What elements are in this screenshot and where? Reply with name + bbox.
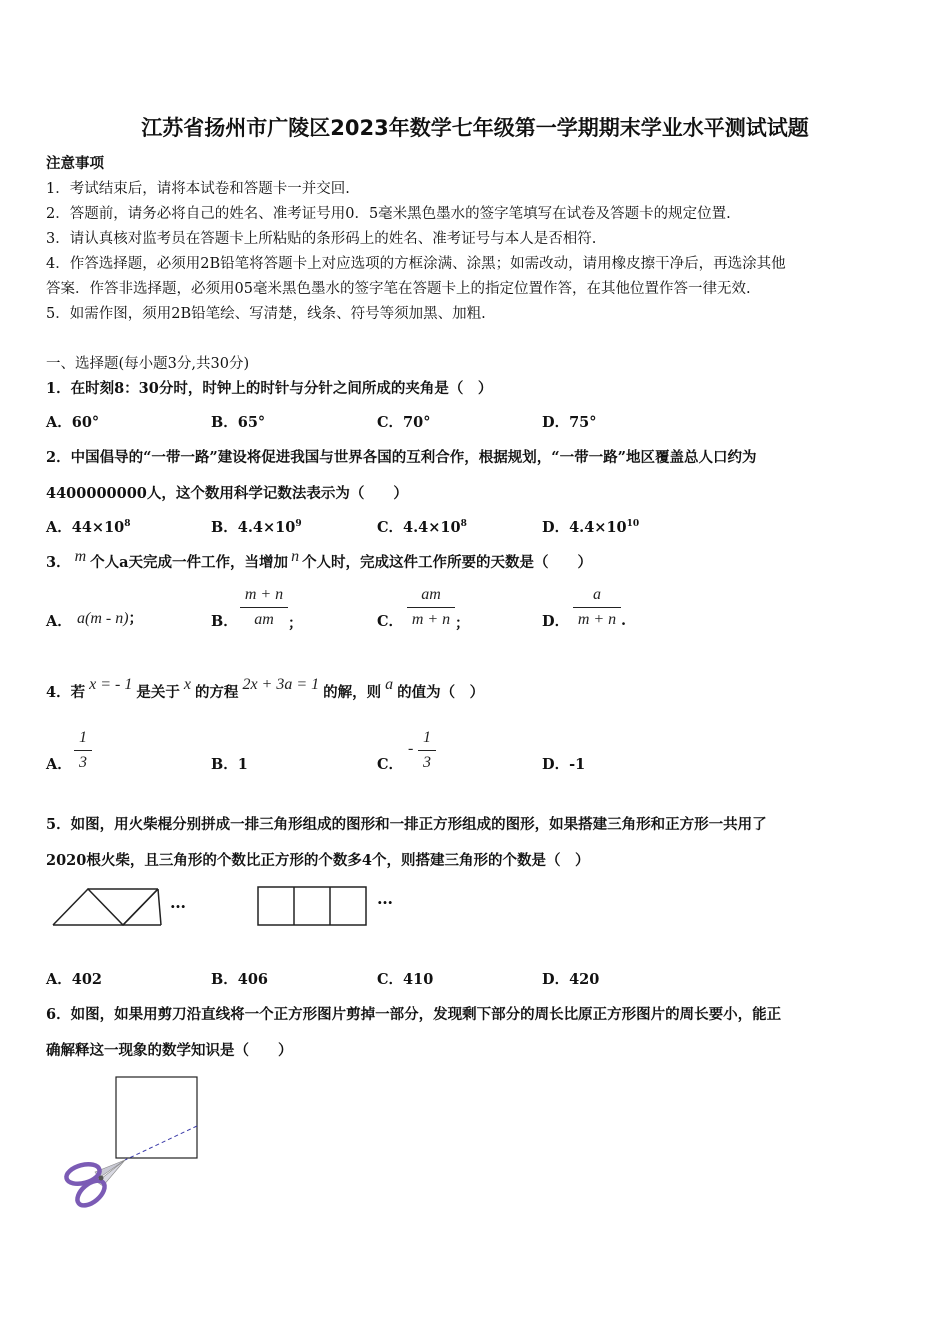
section-heading: 一、选择题(每小题3分,共30分) <box>46 356 250 372</box>
q3-var-n: n <box>291 548 300 565</box>
q3-option-d-label: D． <box>542 613 570 630</box>
q5-option-c: C．410 <box>377 971 434 988</box>
q4-eq1: x = - 1 <box>89 676 133 693</box>
q3-var-m: m <box>74 548 87 565</box>
q3-option-c-sep: ； <box>455 615 470 632</box>
q6-stem-line2: 确解释这一现象的数学知识是（ ） <box>46 1042 293 1059</box>
q3-option-b-label: B． <box>211 613 238 630</box>
q1-option-c: C．70° <box>377 414 431 431</box>
notice-item-1: 1．考试结束后，请将本试卷和答题卡一并交回. <box>46 181 350 197</box>
q5-stem-line1: 5．如图，用火柴棍分别拼成一排三角形组成的图形和一排正方形组成的图形，如果搭建三角形和正方形一共用了 <box>46 816 767 833</box>
page-title: 江苏省扬州市广陵区2023年数学七年级第一学期期末学业水平测试试题 <box>141 116 809 140</box>
scissors-icon <box>64 1160 125 1210</box>
q2-stem-line1: 2．中国倡导的“一带一路”建设将促进我国与世界各国的互利合作，根据规划，“一带一路”地区覆盖总人口约为 <box>46 449 757 466</box>
q4-option-a-fraction: 1 3 <box>74 728 92 773</box>
q1-option-b: B．65° <box>211 414 266 431</box>
q3-option-d-end: . <box>621 612 627 629</box>
q4-option-a-label: A． <box>46 756 72 773</box>
notice-item-3: 3．请认真核对监考员在答题卡上所粘贴的条形码上的姓名、准考证号与本人是否相符. <box>46 231 597 247</box>
q5-option-b: B．406 <box>211 971 269 988</box>
q3-option-c-label: C． <box>377 613 404 630</box>
q3-option-b-fraction: m + n am <box>240 585 288 630</box>
q5-option-a: A．402 <box>46 971 103 988</box>
q4-option-c-minus: - <box>408 740 414 757</box>
q4-option-c-fraction: 1 3 <box>418 728 436 773</box>
q3-option-d-fraction: a m + n <box>573 585 621 630</box>
notice-item-2: 2．答题前，请务必将自己的姓名、准考证号用0．5毫米黑色墨水的签字笔填写在试卷及答题卡的规定位置. <box>46 206 731 222</box>
q4-stem: 4．若 x = - 1 是关于 x 的方程 2x + 3a = 1 的解，则 a 的值为（ ） <box>46 676 485 701</box>
square-cut-figure <box>55 1074 205 1214</box>
q4-option-c-label: C． <box>377 756 404 773</box>
q5-stem-line2: 2020根火柴，且三角形的个数比正方形的个数多4个，则搭建三角形的个数是（ ） <box>46 852 590 869</box>
q2-stem-line2: 4400000000人，这个数用科学记数法表示为（ ） <box>46 485 408 502</box>
q2-option-c: C．$4.4\times 10^8$ <box>377 519 467 536</box>
q3-option-a-label: A． <box>46 613 72 630</box>
q4-option-d: D．-1 <box>542 756 586 773</box>
square-matchstick-figure <box>256 885 368 927</box>
notice-item-4-cont: 答案．作答非选择题，必须用05毫米黑色墨水的签字笔在答题卡上的指定位置作答，在其他位置作答一律无效. <box>46 281 751 297</box>
notice-item-5: 5．如需作图，须用2B铅笔绘、写清楚，线条、符号等须加黑、加粗. <box>46 306 486 322</box>
square-ellipsis: … <box>377 889 393 908</box>
q3-option-a: a(m - n)； <box>77 610 144 627</box>
q4-eq2: 2x + 3a = 1 <box>242 676 320 693</box>
triangle-ellipsis: … <box>170 893 186 912</box>
q4-option-b: B．1 <box>211 756 248 773</box>
q6-stem-line1: 6．如图，如果用剪刀沿直线将一个正方形图片剪掉一部分，发现剩下部分的周长比原正方形图片的周长要小，能正 <box>46 1006 782 1023</box>
q2-option-a: A．$44\times 10^8$ <box>46 519 131 536</box>
notice-heading: 注意事项 <box>46 155 104 172</box>
q1-stem: 1．在时刻8：30分时，时钟上的时针与分针之间所成的夹角是（ ） <box>46 380 493 397</box>
q3-stem: 3． m 个人a天完成一件工作，当增加 n 个人时，完成这件工作所要的天数是（ ） <box>46 548 593 571</box>
q4-var-x: x <box>183 676 191 693</box>
q3-option-b-sep: ； <box>288 615 303 632</box>
q2-option-d: D．$4.4\times 10^{10}$ <box>542 519 640 536</box>
q1-option-d: D．75° <box>542 414 597 431</box>
q4-var-a: a <box>385 676 394 693</box>
q2-option-b: B．$4.4\times 10^9$ <box>211 519 302 536</box>
notice-item-4: 4．作答选择题，必须用2B铅笔将答题卡上对应选项的方框涂满、涂黑；如需改动，请用橡皮擦干净后，再选涂其他 <box>46 256 786 272</box>
square-paper <box>116 1077 197 1158</box>
q1-option-a: A．60° <box>46 414 100 431</box>
q5-option-d: D．420 <box>542 971 600 988</box>
q3-option-c-fraction: am m + n <box>407 585 455 630</box>
triangle-matchstick-figure <box>50 886 165 930</box>
